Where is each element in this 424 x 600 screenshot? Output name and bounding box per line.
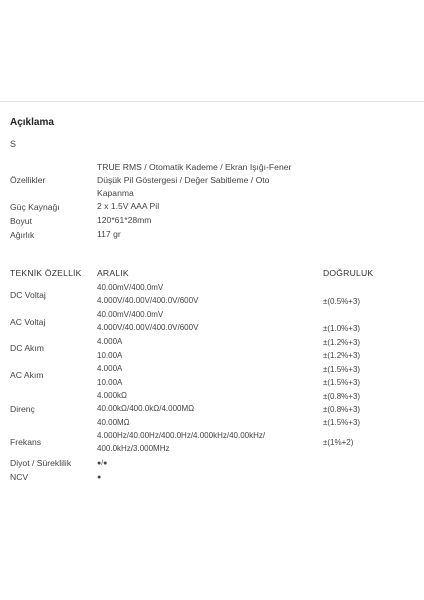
spec-range: 40.00kΩ/400.0kΩ/4.000MΩ	[97, 404, 195, 413]
spec-label-ac-voltage: AC Voltaj	[10, 317, 46, 327]
spec-accuracy: ±(1.5%+3)	[323, 378, 361, 387]
spec-accuracy: ±(1%+2)	[323, 438, 354, 447]
spec-range: 40.00mV/400.0mV	[97, 283, 164, 292]
spec-label-frequency: Frekans	[10, 437, 42, 447]
spec-range: 4.000A	[97, 364, 123, 373]
spec-range: 40.00MΩ	[97, 418, 130, 427]
features-value-line: Düşük Pil Göstergesi / Değer Sabitleme / Oto	[97, 175, 270, 185]
spec-label-resistance: Direnç	[10, 404, 35, 414]
spec-label-ac-current: AC Akım	[10, 370, 44, 380]
size-label: Boyut	[10, 216, 32, 226]
spec-range: 4.000V/40.00V/400.0V/600V	[97, 323, 199, 332]
spec-range: ●/●	[97, 460, 108, 467]
spec-label-dc-current: DC Akım	[10, 343, 44, 353]
spec-label-dc-voltage: DC Voltaj	[10, 290, 46, 300]
spec-range: 4.000A	[97, 337, 123, 346]
spec-label-ncv: NCV	[10, 472, 29, 482]
spec-accuracy: ±(1.2%+3)	[323, 351, 361, 360]
spec-header-accuracy: DOĞRULUK	[323, 268, 374, 278]
spec-accuracy: ±(1.5%+3)	[323, 418, 361, 427]
spec-accuracy: ±(1.2%+3)	[323, 338, 361, 347]
power-label: Güç Kaynağı	[10, 202, 60, 212]
spec-header-feature: TEKNİK ÖZELLİK	[10, 268, 82, 278]
spec-header-range: ARALIK	[97, 268, 129, 278]
spec-accuracy: ±(1.0%+3)	[323, 324, 361, 333]
spec-accuracy: ±(0.5%+3)	[323, 297, 361, 306]
section-title: Açıklama	[10, 117, 54, 128]
spec-range: ●	[97, 474, 102, 481]
top-divider	[0, 101, 424, 102]
features-value-line: TRUE RMS / Otomatik Kademe / Ekran Işığı-Fener	[97, 162, 292, 172]
weight-label: Ağırlık	[10, 230, 35, 240]
spec-range: 4.000Hz/40.00Hz/400.0Hz/4.000kHz/40.00kHz/	[97, 431, 266, 440]
weight-value: 117 gr	[97, 229, 121, 239]
description-text: S	[10, 139, 17, 149]
spec-accuracy: ±(0.8%+3)	[323, 392, 361, 401]
spec-label-diode-continuity: Diyot / Süreklilik	[10, 458, 72, 468]
spec-range: 4.000kΩ	[97, 391, 127, 400]
spec-accuracy: ±(1.5%+3)	[323, 365, 361, 374]
power-value: 2 x 1.5V AAA Pil	[97, 201, 160, 211]
spec-range: 10.00A	[97, 351, 123, 360]
spec-range: 10.00A	[97, 378, 123, 387]
spec-range: 400.0kHz/3.000MHz	[97, 444, 170, 453]
spec-accuracy: ±(0.8%+3)	[323, 405, 361, 414]
spec-range: 4.000V/40.00V/400.0V/600V	[97, 296, 199, 305]
features-value-line: Kapanma	[97, 188, 134, 198]
spec-range: 40.00mV/400.0mV	[97, 310, 164, 319]
features-label: Özellikler	[10, 175, 46, 185]
size-value: 120*61*28mm	[97, 215, 152, 225]
